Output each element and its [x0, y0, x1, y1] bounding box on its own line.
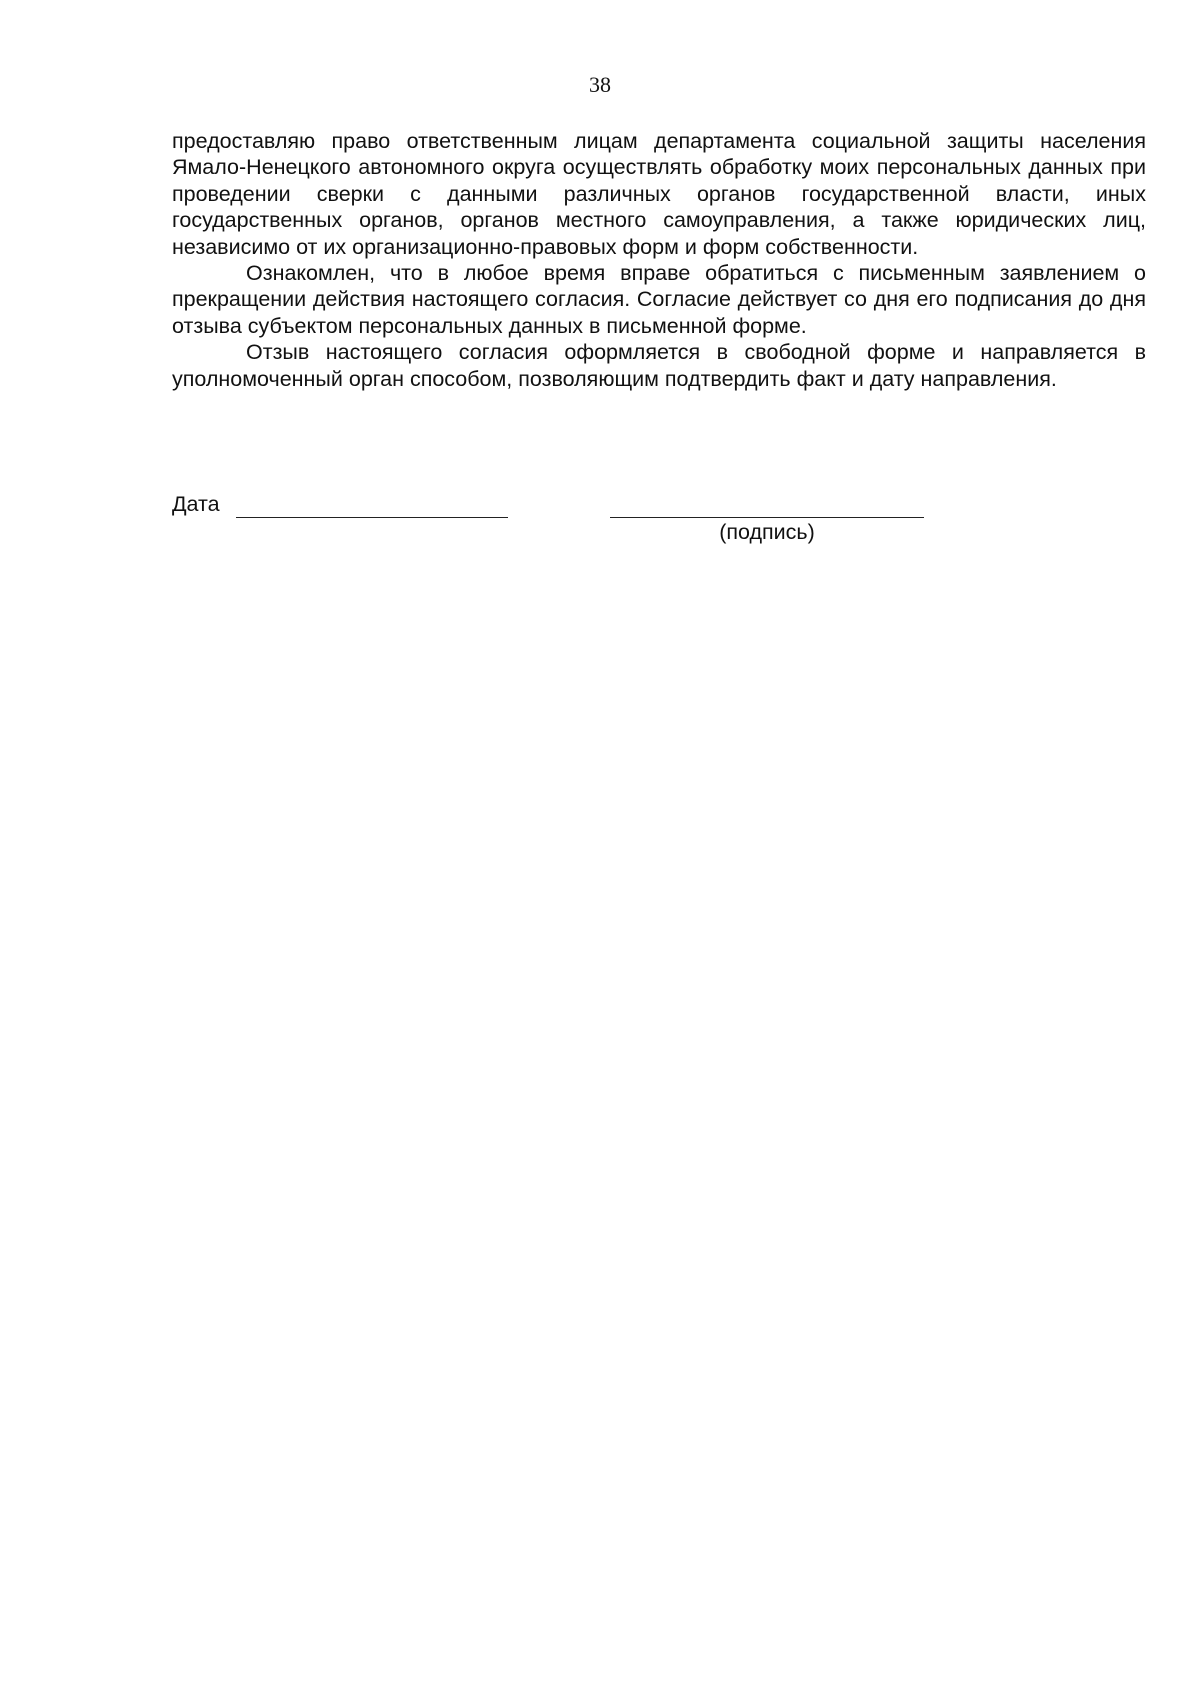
consent-text — [172, 128, 1146, 392]
paragraph-processing-consent: предоставляю право ответственным лицам департамента социальной защиты населения Ямало-Ненецкого автономного округа осуществлять обработку моих персональных данных при проведении сверки с данными различных органов государственной власти, иных государственных органов, органов местного самоуправления, а также юридических лиц, независимо от их организационно-правовых форм и форм собственности. — [172, 129, 1146, 259]
paragraph-withdrawal-right: Ознакомлен, что в любое время вправе обратиться с письменным заявлением о прекращении действия настоящего согласия. Согласие действует со дня его подписания до дня отзыва субъектом персональных данных в письменной форме. — [172, 261, 1146, 338]
date-label: Дата — [172, 492, 220, 516]
signature-caption: (подпись) — [719, 520, 815, 544]
paragraph-withdrawal-form: Отзыв настоящего согласия оформляется в свободной форме и направляется в уполномоченный орган способом, позволяющим подтвердить факт и дату направления. — [172, 340, 1146, 391]
signature-field-line — [610, 517, 924, 518]
page-number: 38 — [589, 72, 611, 97]
date-field-line — [236, 517, 508, 518]
